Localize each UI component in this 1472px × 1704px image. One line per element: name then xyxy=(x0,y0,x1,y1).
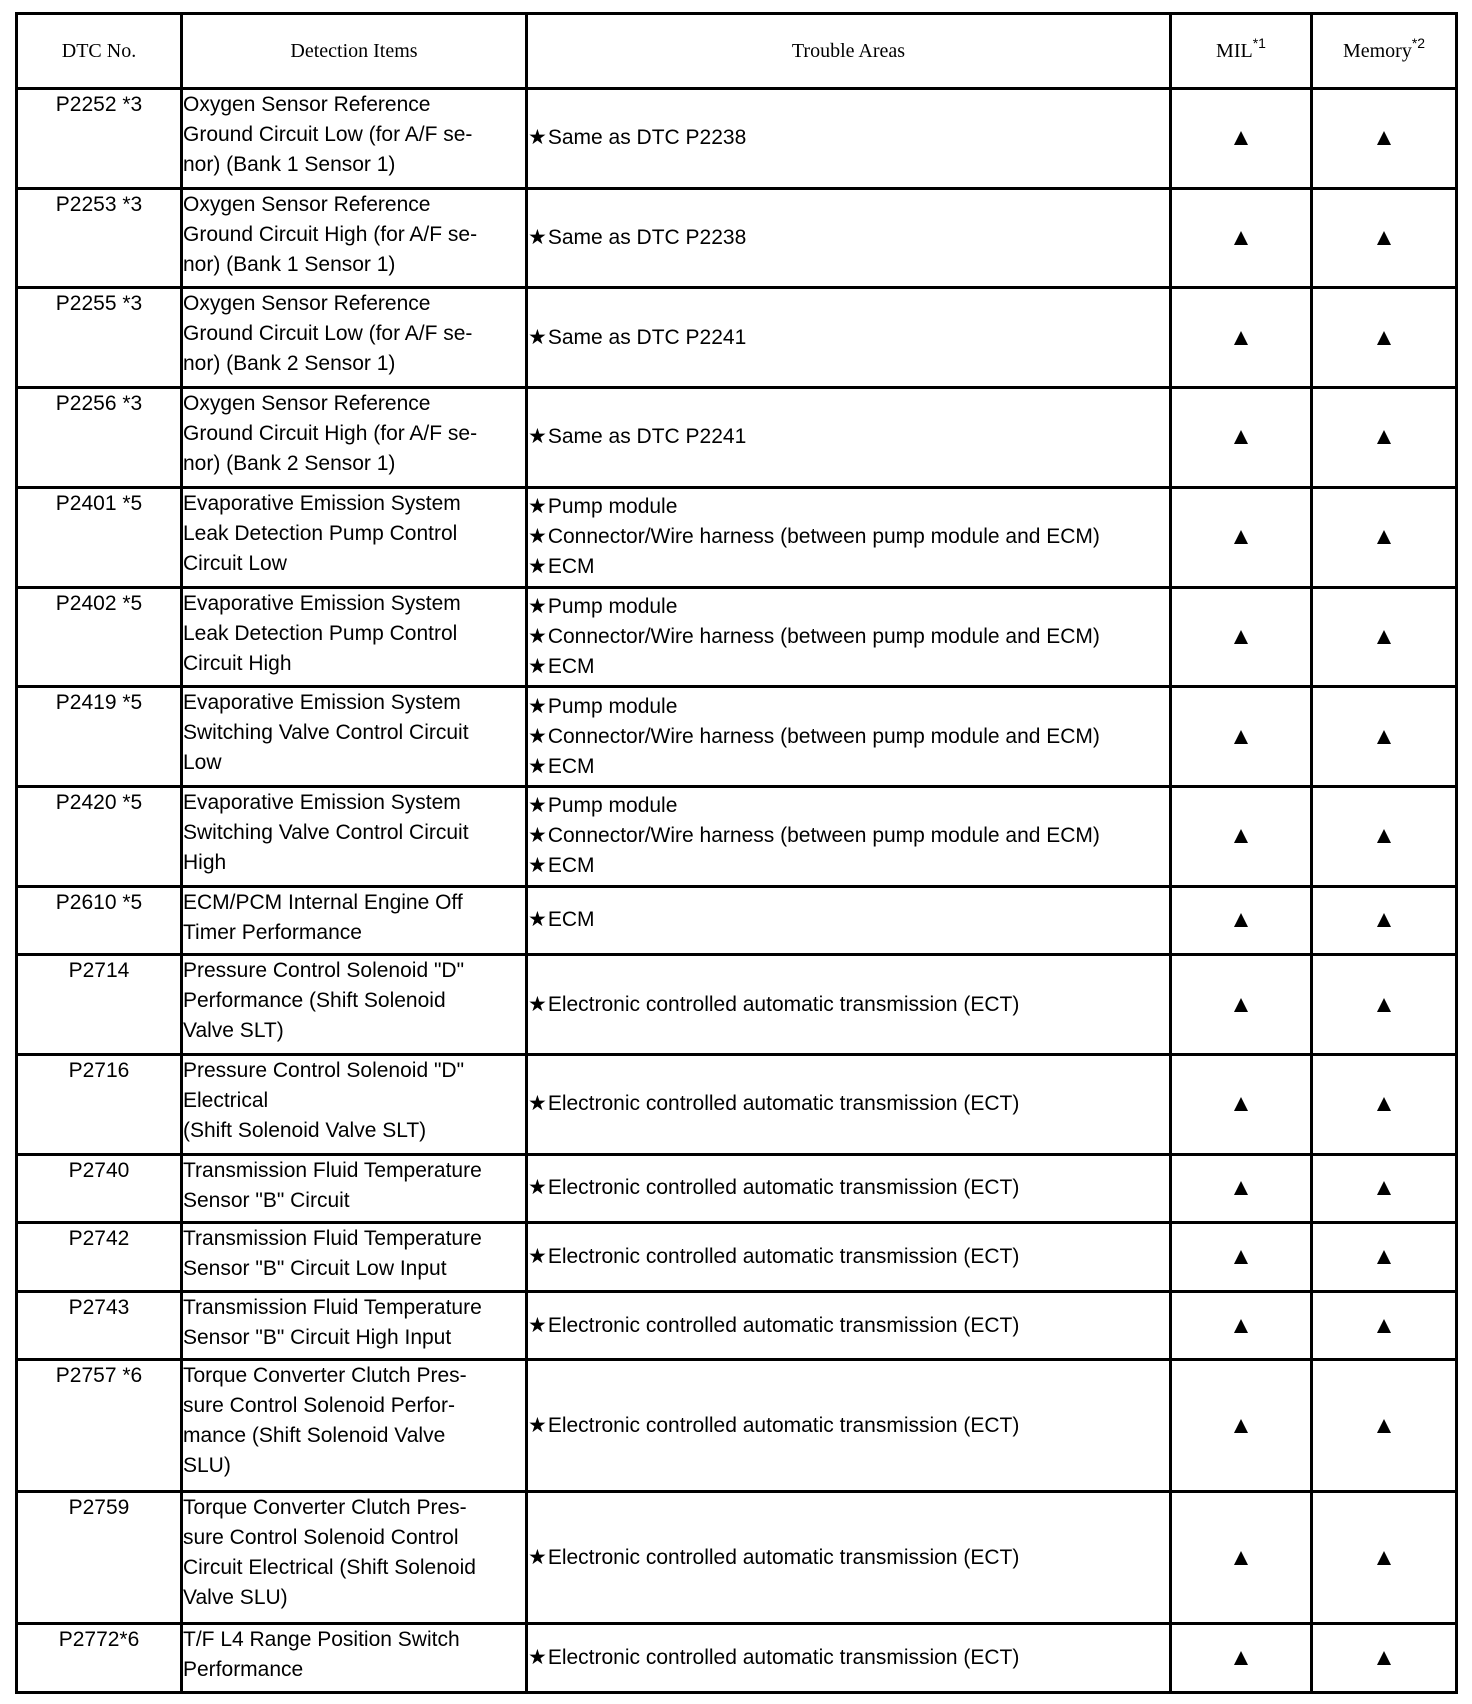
triangle-icon: ▲ xyxy=(1229,124,1253,152)
table-row xyxy=(17,288,1457,388)
star-bullet-icon: ★ xyxy=(528,325,547,349)
mil-cell xyxy=(1171,955,1312,1055)
star-bullet-icon: ★ xyxy=(528,754,547,778)
star-bullet-icon: ★ xyxy=(528,724,547,748)
trouble-area-text: Electronic controlled automatic transmission (ECT) xyxy=(547,1646,1020,1670)
triangle-icon: ▲ xyxy=(1229,423,1253,451)
trouble-area-text: Same as DTC P2238 xyxy=(547,126,747,150)
table-row xyxy=(17,388,1457,488)
detection-line: Low xyxy=(183,751,222,775)
detection-line: Switching Valve Control Circuit xyxy=(183,721,469,745)
triangle-icon: ▲ xyxy=(1372,1311,1396,1339)
detection-line: Sensor "B" Circuit High Input xyxy=(183,1325,452,1349)
trouble-areas xyxy=(527,388,1171,488)
triangle-icon: ▲ xyxy=(1229,622,1253,650)
star-bullet-icon: ★ xyxy=(528,794,547,818)
detection-line: SLU) xyxy=(183,1454,231,1478)
mil-cell xyxy=(1171,188,1312,288)
detection-line: Performance (Shift Solenoid xyxy=(183,989,446,1013)
detection-item xyxy=(182,1154,527,1223)
triangle-icon: ▲ xyxy=(1229,1644,1253,1672)
triangle-icon: ▲ xyxy=(1372,124,1396,152)
detection-item xyxy=(182,388,527,488)
triangle-icon: ▲ xyxy=(1229,1411,1253,1439)
trouble-area-line xyxy=(528,905,1169,935)
triangle-icon: ▲ xyxy=(1372,622,1396,650)
mil-cell xyxy=(1171,288,1312,388)
detection-line: Oxygen Sensor Reference xyxy=(183,93,431,116)
star-bullet-icon: ★ xyxy=(528,1313,547,1337)
star-bullet-icon: ★ xyxy=(528,1176,547,1200)
header-dtc-no: DTC No. xyxy=(17,14,182,89)
triangle-icon: ▲ xyxy=(1372,423,1396,451)
dtc-code: P2253 *3 xyxy=(17,188,182,288)
mil-cell xyxy=(1171,886,1312,955)
trouble-area-text: ECM xyxy=(547,908,595,932)
star-bullet-icon: ★ xyxy=(528,555,547,579)
mil-cell xyxy=(1171,388,1312,488)
detection-line: Performance xyxy=(183,1658,304,1682)
star-bullet-icon: ★ xyxy=(528,992,547,1016)
trouble-area-line xyxy=(528,552,1169,582)
trouble-areas xyxy=(527,1492,1171,1624)
memory-cell xyxy=(1312,1154,1457,1223)
detection-line: Circuit High xyxy=(183,651,292,675)
trouble-area-text: ECM xyxy=(547,754,595,778)
mil-cell xyxy=(1171,1624,1312,1693)
dtc-code: P2419 *5 xyxy=(17,687,182,787)
detection-line: Pressure Control Solenoid "D" xyxy=(183,959,465,983)
footnote-marker: *2 xyxy=(1411,35,1426,51)
trouble-area-text: Pump module xyxy=(547,794,678,818)
trouble-area-text: Pump module xyxy=(547,694,678,718)
memory-cell xyxy=(1312,188,1457,288)
detection-line: Torque Converter Clutch Pres- xyxy=(183,1496,467,1520)
detection-item xyxy=(182,1054,527,1154)
detection-line: nor) (Bank 1 Sensor 1) xyxy=(183,252,396,276)
trouble-area-line xyxy=(528,223,1169,253)
detection-line: T/F L4 Range Position Switch xyxy=(183,1628,460,1652)
detection-item xyxy=(182,1624,527,1693)
dtc-code: P2401 *5 xyxy=(17,487,182,587)
trouble-area-text: Electronic controlled automatic transmission (ECT) xyxy=(547,1413,1020,1437)
table-row xyxy=(17,955,1457,1055)
trouble-area-text: Electronic controlled automatic transmission (ECT) xyxy=(547,1545,1020,1569)
detection-line: Evaporative Emission System xyxy=(183,691,461,715)
trouble-area-text: Connector/Wire harness (between pump module and ECM) xyxy=(547,624,1100,648)
memory-cell xyxy=(1312,1360,1457,1492)
triangle-icon: ▲ xyxy=(1372,1411,1396,1439)
trouble-area-line xyxy=(528,821,1169,851)
detection-line: High xyxy=(183,850,227,874)
triangle-icon: ▲ xyxy=(1229,523,1253,551)
detection-line: Transmission Fluid Temperature xyxy=(183,1227,482,1251)
detection-item xyxy=(182,687,527,787)
triangle-icon: ▲ xyxy=(1229,323,1253,351)
memory-cell xyxy=(1312,1054,1457,1154)
memory-cell xyxy=(1312,288,1457,388)
trouble-areas xyxy=(527,487,1171,587)
trouble-areas xyxy=(527,955,1171,1055)
trouble-area-line xyxy=(528,592,1169,622)
detection-item xyxy=(182,487,527,587)
trouble-area-line xyxy=(528,422,1169,452)
trouble-area-line xyxy=(528,1411,1169,1441)
star-bullet-icon: ★ xyxy=(528,1413,547,1437)
detection-line: Timer Performance xyxy=(183,920,362,944)
detection-line: Circuit Electrical (Shift Solenoid xyxy=(183,1556,476,1580)
memory-cell xyxy=(1312,388,1457,488)
memory-cell xyxy=(1312,89,1457,189)
star-bullet-icon: ★ xyxy=(528,1646,547,1670)
detection-line: nor) (Bank 2 Sensor 1) xyxy=(183,452,396,476)
table-row xyxy=(17,587,1457,687)
memory-cell xyxy=(1312,587,1457,687)
triangle-icon: ▲ xyxy=(1229,990,1253,1018)
detection-line: Valve SLU) xyxy=(183,1586,288,1610)
table-row xyxy=(17,1291,1457,1360)
mil-cell xyxy=(1171,687,1312,787)
mil-cell xyxy=(1171,487,1312,587)
dtc-code: P2610 *5 xyxy=(17,886,182,955)
detection-item xyxy=(182,1360,527,1492)
trouble-area-text: Connector/Wire harness (between pump module and ECM) xyxy=(547,824,1100,848)
detection-item xyxy=(182,89,527,189)
mil-cell xyxy=(1171,1492,1312,1624)
trouble-area-line xyxy=(528,1543,1169,1573)
mil-cell xyxy=(1171,786,1312,886)
detection-line: Ground Circuit High (for A/F se- xyxy=(183,222,478,246)
triangle-icon: ▲ xyxy=(1229,906,1253,934)
table-row xyxy=(17,1054,1457,1154)
trouble-area-text: Electronic controlled automatic transmission (ECT) xyxy=(547,1313,1020,1337)
star-bullet-icon: ★ xyxy=(528,624,547,648)
trouble-area-line xyxy=(528,722,1169,752)
trouble-area-line xyxy=(528,652,1169,682)
triangle-icon: ▲ xyxy=(1372,722,1396,750)
triangle-icon: ▲ xyxy=(1372,1644,1396,1672)
memory-cell xyxy=(1312,786,1457,886)
table-row xyxy=(17,487,1457,587)
dtc-code: P2743 xyxy=(17,1291,182,1360)
star-bullet-icon: ★ xyxy=(528,654,547,678)
detection-line: Pressure Control Solenoid "D" xyxy=(183,1058,465,1082)
detection-line: Oxygen Sensor Reference xyxy=(183,292,431,316)
detection-line: Evaporative Emission System xyxy=(183,491,461,515)
detection-line: Sensor "B" Circuit Low Input xyxy=(183,1257,447,1281)
detection-line: Ground Circuit Low (for A/F se- xyxy=(183,322,473,346)
star-bullet-icon: ★ xyxy=(528,126,547,150)
detection-line: Ground Circuit High (for A/F se- xyxy=(183,422,478,446)
detection-line: Electrical xyxy=(183,1088,269,1112)
detection-line: Switching Valve Control Circuit xyxy=(183,820,469,844)
footnote-marker: *1 xyxy=(1252,35,1266,51)
detection-line: nor) (Bank 2 Sensor 1) xyxy=(183,352,396,376)
table-row xyxy=(17,188,1457,288)
trouble-area-text: Connector/Wire harness (between pump module and ECM) xyxy=(547,525,1100,549)
detection-line: sure Control Solenoid Perfor- xyxy=(183,1394,455,1418)
triangle-icon: ▲ xyxy=(1372,523,1396,551)
trouble-areas xyxy=(527,188,1171,288)
trouble-area-line xyxy=(528,1311,1169,1341)
header-detection-items: Detection Items xyxy=(182,14,527,89)
trouble-area-line xyxy=(528,1643,1169,1673)
star-bullet-icon: ★ xyxy=(528,908,547,932)
triangle-icon: ▲ xyxy=(1229,1090,1253,1118)
detection-line: nor) (Bank 1 Sensor 1) xyxy=(183,153,396,176)
dtc-code: P2716 xyxy=(17,1054,182,1154)
trouble-areas xyxy=(527,1624,1171,1693)
trouble-area-line xyxy=(528,752,1169,782)
star-bullet-icon: ★ xyxy=(528,226,547,250)
trouble-areas xyxy=(527,886,1171,955)
trouble-area-line xyxy=(528,1242,1169,1272)
triangle-icon: ▲ xyxy=(1372,323,1396,351)
trouble-area-text: Electronic controlled automatic transmission (ECT) xyxy=(547,1245,1020,1269)
triangle-icon: ▲ xyxy=(1229,1174,1253,1202)
triangle-icon: ▲ xyxy=(1372,822,1396,850)
triangle-icon: ▲ xyxy=(1372,1174,1396,1202)
trouble-areas xyxy=(527,89,1171,189)
triangle-icon: ▲ xyxy=(1229,1243,1253,1271)
detection-line: Transmission Fluid Temperature xyxy=(183,1158,482,1182)
triangle-icon: ▲ xyxy=(1229,224,1253,252)
triangle-icon: ▲ xyxy=(1229,822,1253,850)
trouble-area-text: Electronic controlled automatic transmission (ECT) xyxy=(547,1092,1020,1116)
detection-line: Oxygen Sensor Reference xyxy=(183,392,431,416)
detection-line: Valve SLT) xyxy=(183,1019,284,1043)
header-trouble-areas: Trouble Areas xyxy=(527,14,1171,89)
triangle-icon: ▲ xyxy=(1372,1543,1396,1571)
trouble-area-line xyxy=(528,1089,1169,1119)
dtc-code: P2255 *3 xyxy=(17,288,182,388)
trouble-area-line xyxy=(528,990,1169,1020)
table-row xyxy=(17,1492,1457,1624)
star-bullet-icon: ★ xyxy=(528,1545,547,1569)
memory-cell xyxy=(1312,1492,1457,1624)
detection-line: ECM/PCM Internal Engine Off xyxy=(183,890,463,914)
trouble-area-text: Electronic controlled automatic transmission (ECT) xyxy=(547,992,1020,1016)
memory-cell xyxy=(1312,1223,1457,1292)
mil-cell xyxy=(1171,89,1312,189)
trouble-areas xyxy=(527,687,1171,787)
detection-line: Oxygen Sensor Reference xyxy=(183,192,431,216)
trouble-areas xyxy=(527,1291,1171,1360)
trouble-area-text: Same as DTC P2241 xyxy=(547,325,747,349)
star-bullet-icon: ★ xyxy=(528,694,547,718)
triangle-icon: ▲ xyxy=(1229,1311,1253,1339)
trouble-area-text: Connector/Wire harness (between pump module and ECM) xyxy=(547,724,1100,748)
dtc-table xyxy=(15,12,1458,1694)
detection-line: Ground Circuit Low (for A/F se- xyxy=(183,123,473,146)
trouble-area-text: ECM xyxy=(547,654,595,678)
dtc-code: P2772*6 xyxy=(17,1624,182,1693)
dtc-code: P2252 *3 xyxy=(17,89,182,189)
table-row xyxy=(17,886,1457,955)
dtc-code: P2757 *6 xyxy=(17,1360,182,1492)
detection-line: sure Control Solenoid Control xyxy=(183,1526,459,1550)
header-memory: Memory$^{*2}$ xyxy=(1312,14,1457,89)
mil-cell xyxy=(1171,587,1312,687)
trouble-area-text: ECM xyxy=(547,555,595,579)
detection-item xyxy=(182,1223,527,1292)
mil-cell xyxy=(1171,1360,1312,1492)
trouble-area-line xyxy=(528,522,1169,552)
trouble-areas xyxy=(527,1154,1171,1223)
detection-item xyxy=(182,1492,527,1624)
memory-cell xyxy=(1312,886,1457,955)
triangle-icon: ▲ xyxy=(1372,1090,1396,1118)
triangle-icon: ▲ xyxy=(1229,1543,1253,1571)
star-bullet-icon: ★ xyxy=(528,525,547,549)
mil-cell xyxy=(1171,1291,1312,1360)
detection-line: Sensor "B" Circuit xyxy=(183,1188,350,1212)
detection-item xyxy=(182,886,527,955)
trouble-area-text: Same as DTC P2241 xyxy=(547,425,747,449)
trouble-areas xyxy=(527,288,1171,388)
trouble-area-line xyxy=(528,1173,1169,1203)
memory-cell xyxy=(1312,1291,1457,1360)
trouble-areas xyxy=(527,587,1171,687)
triangle-icon: ▲ xyxy=(1372,990,1396,1018)
triangle-icon: ▲ xyxy=(1372,224,1396,252)
table-row xyxy=(17,1360,1457,1492)
star-bullet-icon: ★ xyxy=(528,1092,547,1116)
detection-line: Circuit Low xyxy=(183,551,287,575)
detection-line: Leak Detection Pump Control xyxy=(183,621,458,645)
trouble-area-line xyxy=(528,622,1169,652)
star-bullet-icon: ★ xyxy=(528,495,547,519)
memory-cell xyxy=(1312,1624,1457,1693)
mil-cell xyxy=(1171,1223,1312,1292)
trouble-area-text: ECM xyxy=(547,854,595,878)
triangle-icon: ▲ xyxy=(1372,1243,1396,1271)
detection-line: Evaporative Emission System xyxy=(183,591,461,615)
star-bullet-icon: ★ xyxy=(528,594,547,618)
detection-line: Torque Converter Clutch Pres- xyxy=(183,1364,467,1388)
table-row xyxy=(17,1154,1457,1223)
detection-line: (Shift Solenoid Valve SLT) xyxy=(183,1118,427,1142)
trouble-area-text: Pump module xyxy=(547,495,678,519)
memory-cell xyxy=(1312,955,1457,1055)
trouble-area-text: Pump module xyxy=(547,594,678,618)
star-bullet-icon: ★ xyxy=(528,854,547,878)
star-bullet-icon: ★ xyxy=(528,1245,547,1269)
table-row xyxy=(17,687,1457,787)
trouble-areas xyxy=(527,1360,1171,1492)
table-row xyxy=(17,786,1457,886)
trouble-area-text: Electronic controlled automatic transmission (ECT) xyxy=(547,1176,1020,1200)
detection-item xyxy=(182,1291,527,1360)
dtc-code: P2714 xyxy=(17,955,182,1055)
trouble-area-line xyxy=(528,791,1169,821)
header-mil: MIL$^{*1}$ xyxy=(1171,14,1312,89)
detection-line: Leak Detection Pump Control xyxy=(183,521,458,545)
trouble-areas xyxy=(527,786,1171,886)
detection-item xyxy=(182,288,527,388)
detection-item xyxy=(182,786,527,886)
table-row xyxy=(17,89,1457,189)
dtc-code: P2759 xyxy=(17,1492,182,1624)
memory-cell xyxy=(1312,487,1457,587)
dtc-code: P2740 xyxy=(17,1154,182,1223)
dtc-code: P2420 *5 xyxy=(17,786,182,886)
trouble-area-line xyxy=(528,492,1169,522)
dtc-code: P2256 *3 xyxy=(17,388,182,488)
trouble-areas xyxy=(527,1054,1171,1154)
trouble-areas xyxy=(527,1223,1171,1292)
detection-line: mance (Shift Solenoid Valve xyxy=(183,1424,446,1448)
trouble-area-text: Same as DTC P2238 xyxy=(547,226,747,250)
mil-cell xyxy=(1171,1154,1312,1223)
header-row xyxy=(17,14,1457,89)
memory-cell xyxy=(1312,687,1457,787)
star-bullet-icon: ★ xyxy=(528,824,547,848)
triangle-icon: ▲ xyxy=(1372,906,1396,934)
detection-line: Evaporative Emission System xyxy=(183,790,461,814)
dtc-code: P2742 xyxy=(17,1223,182,1292)
trouble-area-line xyxy=(528,123,1169,153)
detection-item xyxy=(182,955,527,1055)
detection-item xyxy=(182,587,527,687)
detection-item xyxy=(182,188,527,288)
star-bullet-icon: ★ xyxy=(528,425,547,449)
triangle-icon: ▲ xyxy=(1229,722,1253,750)
table-row xyxy=(17,1223,1457,1292)
trouble-area-line xyxy=(528,851,1169,881)
detection-line: Transmission Fluid Temperature xyxy=(183,1295,482,1319)
mil-cell xyxy=(1171,1054,1312,1154)
dtc-code: P2402 *5 xyxy=(17,587,182,687)
table-row xyxy=(17,1624,1457,1693)
trouble-area-line xyxy=(528,692,1169,722)
trouble-area-line xyxy=(528,323,1169,353)
